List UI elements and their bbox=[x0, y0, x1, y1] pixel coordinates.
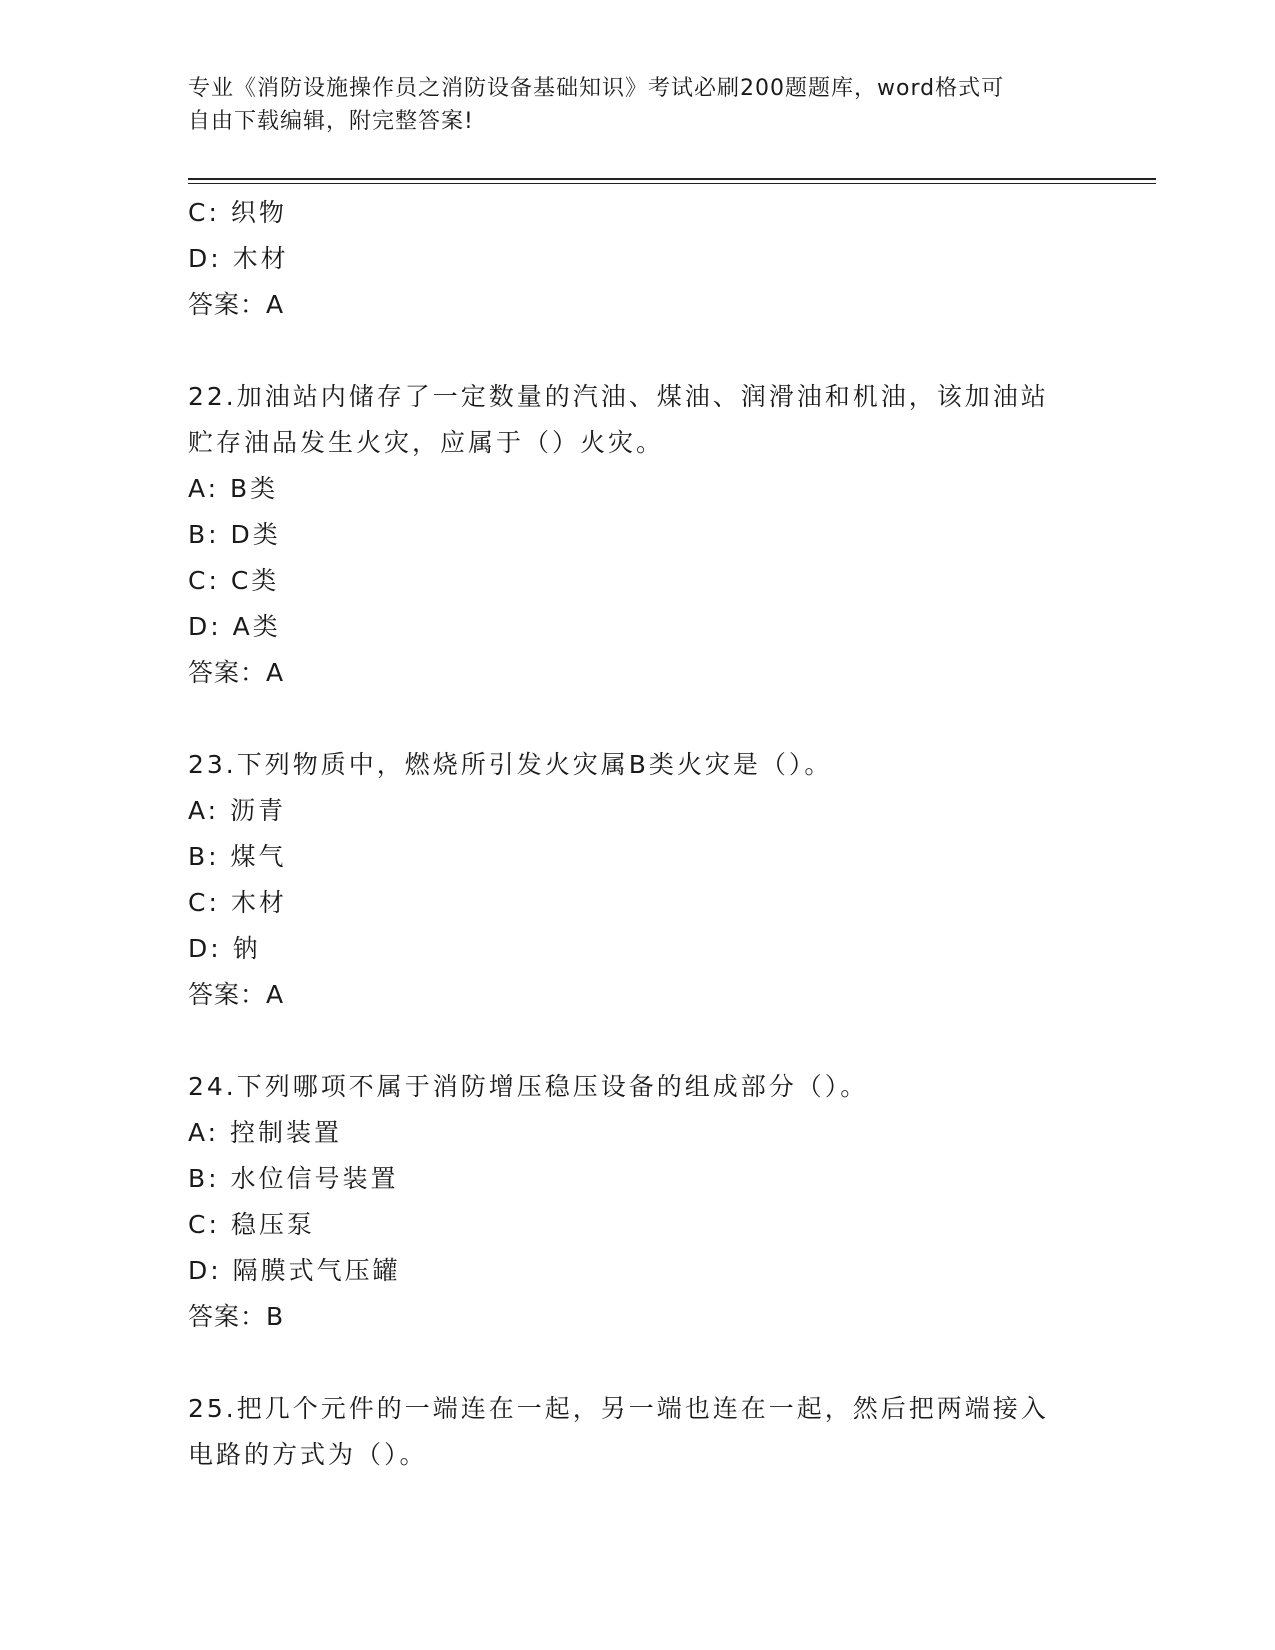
question-list bbox=[188, 190, 1088, 1478]
option-d: D: A类 bbox=[188, 612, 281, 641]
header-divider-thin bbox=[188, 183, 1156, 184]
answer: 答案：B bbox=[188, 1302, 285, 1331]
header-divider-thick bbox=[188, 178, 1156, 180]
question-25 bbox=[188, 1386, 1088, 1478]
question-text-line-1: 22.加油站内储存了一定数量的汽油、煤油、润滑油和机油，该加油站 bbox=[188, 382, 1049, 411]
spacer bbox=[188, 696, 1088, 742]
question-text: 23.下列物质中，燃烧所引发火灾属B类火灾是（）。 bbox=[188, 750, 833, 779]
header-line-1: 专业《消防设施操作员之消防设备基础知识》考试必刷200题题库，word格式可 bbox=[188, 76, 1005, 101]
option-d: D: 钠 bbox=[188, 934, 261, 963]
option-d: D: 木材 bbox=[188, 244, 289, 273]
option-c: C: 织物 bbox=[188, 198, 287, 227]
option-d: D: 隔膜式气压罐 bbox=[188, 1256, 401, 1285]
option-b: B: D类 bbox=[188, 520, 281, 549]
answer: 答案：A bbox=[188, 980, 285, 1009]
option-b: B: 水位信号装置 bbox=[188, 1164, 399, 1193]
question-text-line-1: 25.把几个元件的一端连在一起，另一端也连在一起，然后把两端接入 bbox=[188, 1394, 1049, 1423]
spacer bbox=[188, 1018, 1088, 1064]
option-c: C: 稳压泵 bbox=[188, 1210, 315, 1239]
option-a: A: 沥青 bbox=[188, 796, 287, 825]
answer: 答案：A bbox=[188, 290, 285, 319]
spacer bbox=[188, 328, 1088, 374]
option-a: A: 控制装置 bbox=[188, 1118, 343, 1147]
question-24 bbox=[188, 1064, 1088, 1340]
option-c: C: 木材 bbox=[188, 888, 287, 917]
answer: 答案：A bbox=[188, 658, 285, 687]
option-b: B: 煤气 bbox=[188, 842, 287, 871]
spacer bbox=[188, 1340, 1088, 1386]
question-text-line-2: 电路的方式为（）。 bbox=[188, 1440, 428, 1469]
option-a: A: B类 bbox=[188, 474, 279, 503]
question-22 bbox=[188, 374, 1088, 696]
question-text: 24.下列哪项不属于消防增压稳压设备的组成部分（）。 bbox=[188, 1072, 869, 1101]
question-text-line-2: 贮存油品发生火灾，应属于（）火灾。 bbox=[188, 428, 665, 457]
document-header bbox=[188, 72, 1068, 138]
question-23 bbox=[188, 742, 1088, 1018]
option-c: C: C类 bbox=[188, 566, 280, 595]
question-21-fragment bbox=[188, 190, 1088, 328]
header-line-2: 自由下载编辑，附完整答案! bbox=[188, 109, 474, 134]
